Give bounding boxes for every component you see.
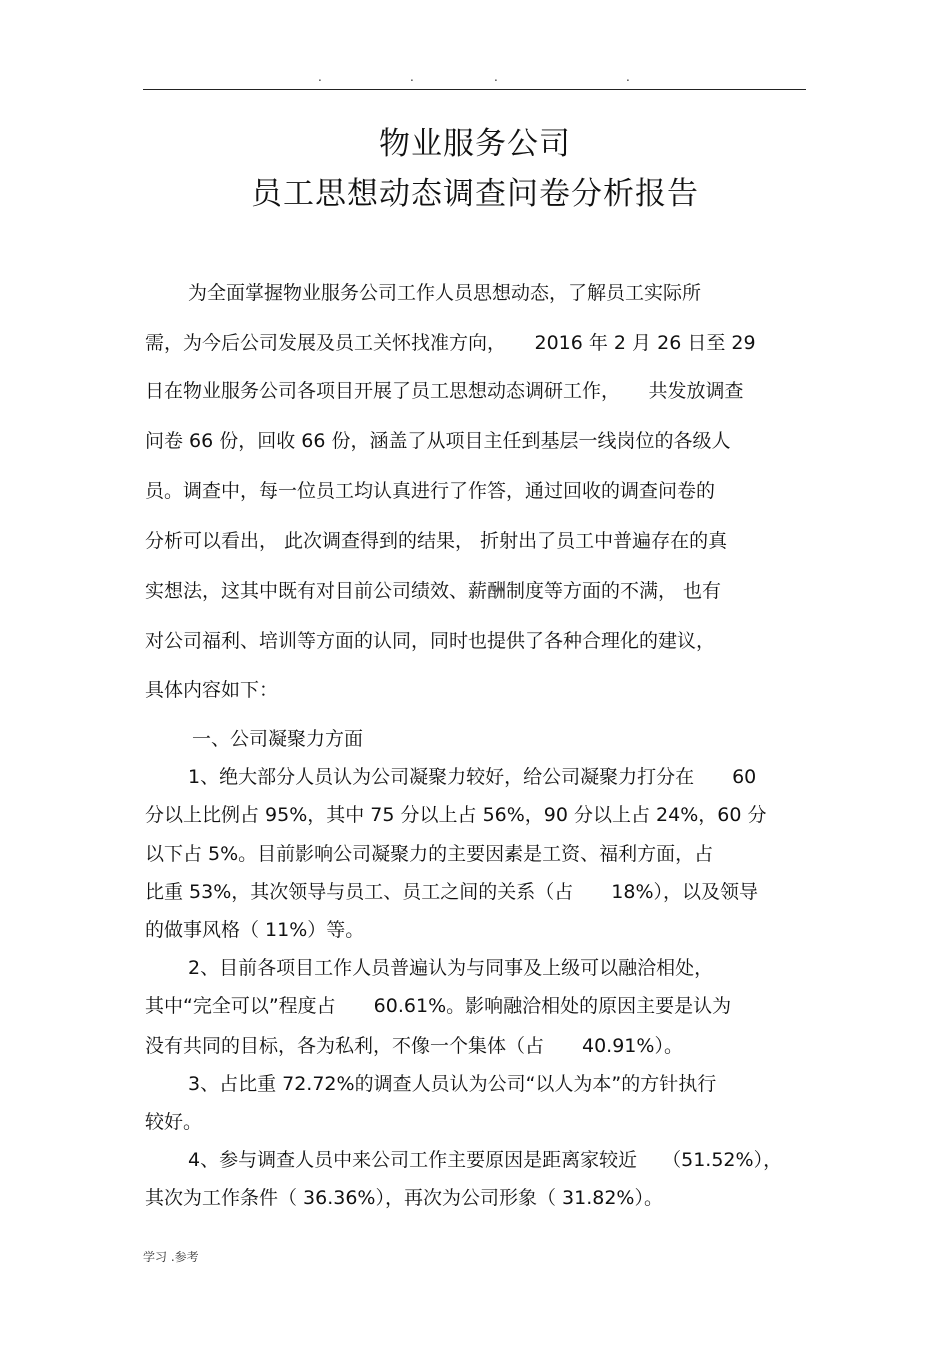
section-heading: 一、公司凝聚力方面 (192, 728, 364, 750)
body-line: 日在物业服务公司各项目开展了员工思想动态调研工作， 共发放调查 (145, 380, 744, 402)
header-dot: . (626, 70, 630, 84)
header-dot: . (494, 70, 498, 84)
body-line: 对公司福利、培训等方面的认同，同时也提供了各种合理化的建议， (145, 630, 716, 652)
header-dot: . (318, 70, 322, 84)
body-line: 问卷 66 份，回收 66 份，涵盖了从项目主任到基层一线岗位的各级人 (145, 430, 731, 452)
title-line-1: 物业服务公司 (379, 126, 571, 162)
body-line: 为全面掌握物业服务公司工作人员思想动态，了解员工实际所 (188, 282, 702, 304)
title-line-2: 员工思想动态调查问卷分析报告 (251, 176, 699, 212)
body-line: 2、目前各项目工作人员普遍认为与同事及上级可以融洽相处， (188, 957, 714, 979)
body-line: 以下占 5%。目前影响公司凝聚力的主要因素是工资、福利方面，占 (145, 843, 714, 865)
body-line: 1、绝大部分人员认为公司凝聚力较好，给公司凝聚力打分在 60 (188, 766, 757, 788)
body-line: 实想法，这其中既有对目前公司绩效、薪酬制度等方面的不满， 也有 (145, 580, 722, 602)
body-line: 员。调查中，每一位员工均认真进行了作答，通过回收的调查问卷的 (145, 480, 716, 502)
body-line: 比重 53%，其次领导与员工、员工之间的关系（占 18%），以及领导 (145, 881, 759, 903)
body-line: 没有共同的目标，各为私利，不像一个集体（占 40.91%）。 (145, 1035, 683, 1057)
page-footer: 学习 .参考 (143, 1250, 199, 1264)
body-line: 其中“完全可以”程度占 60.61%。影响融洽相处的原因主要是认为 (145, 995, 732, 1017)
header-rule (143, 89, 806, 90)
body-line: 具体内容如下： (145, 679, 279, 701)
body-line: 较好。 (145, 1111, 203, 1133)
body-line: 3、占比重 72.72%的调查人员认为公司“以人为本”的方针执行 (188, 1073, 717, 1095)
header-dots (0, 70, 950, 86)
body-line: 其次为工作条件（ 36.36%），再次为公司形象（ 31.82%）。 (145, 1187, 663, 1209)
body-line: 的做事风格（ 11%）等。 (145, 919, 365, 941)
body-line: 分析可以看出， 此次调查得到的结果， 折射出了员工中普遍存在的真 (145, 530, 728, 552)
body-line: 分以上比例占 95%，其中 75 分以上占 56%，90 分以上占 24%，60 分 (145, 804, 767, 826)
body-line: 4、参与调查人员中来公司工作主要原因是距离家较近 （51.52%）， (188, 1149, 783, 1171)
body-line: 需，为今后公司发展及员工关怀找准方向， 2016 年 2 月 26 日至 29 (145, 332, 756, 354)
header-dot: . (410, 70, 414, 84)
